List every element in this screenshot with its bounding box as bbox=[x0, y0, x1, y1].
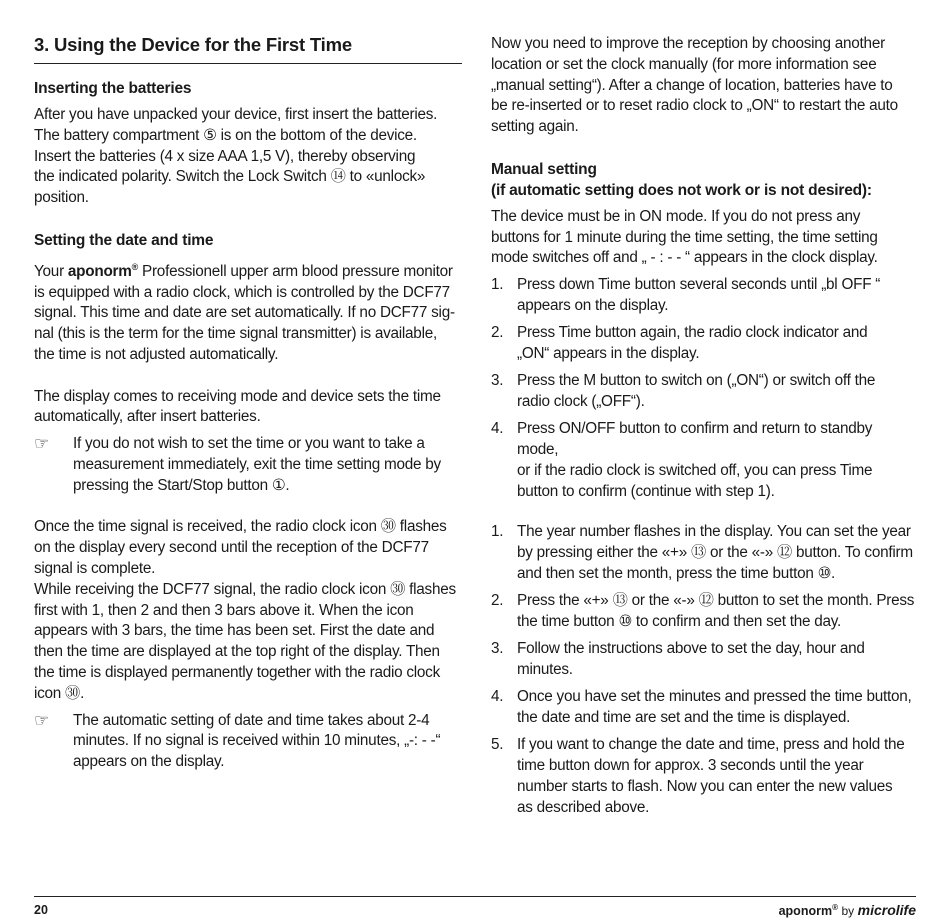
page-number: 20 bbox=[34, 903, 48, 917]
list-item: 2. Press Time button again, the radio clock indicator and „ON“ appears in the display. bbox=[491, 324, 868, 363]
right-column bbox=[491, 34, 916, 825]
paragraph-improve-reception: Now you need to improve the reception by choosing another location or set the clock manually (for more information see „manual setting“). After a change of location, batteries have to be re-inserted or to reset radio clock to „ON“ to restart the auto setting again. bbox=[491, 35, 898, 136]
list-item: 4. Press ON/OFF button to confirm and return to standby mode, or if the radio clock is switched off, you can press Time button to confirm (continue with step 1). bbox=[491, 420, 873, 500]
list-radio-clock-steps bbox=[491, 275, 916, 502]
footer-divider bbox=[34, 896, 916, 897]
heading-setting-date-time: Setting the date and time bbox=[34, 231, 214, 249]
list-date-time-steps bbox=[491, 522, 916, 818]
paragraph-receiving-mode: The display comes to receiving mode and device sets the time automatically, after insert batteries. bbox=[34, 387, 441, 426]
pointing-hand-icon: ☞ bbox=[34, 710, 49, 730]
section-title: 3. Using the Device for the First Time bbox=[34, 34, 462, 64]
list-item: 2. Press the «+» ⑬ or the «-» ⑫ button to set the month. Press the time button ⑩ to confirm and then set the day. bbox=[491, 592, 915, 630]
list-item: 3. Press the M button to switch on („ON“) or switch off the radio clock („OFF“). bbox=[491, 372, 876, 411]
list-item: 1. Press down Time button several seconds until „bl OFF “ appears on the display. bbox=[491, 276, 881, 314]
microlife-logo: microlife bbox=[857, 902, 916, 918]
heading-manual-setting: Manual setting (if automatic setting does not work or is not desired): bbox=[491, 160, 872, 199]
brand-name: aponorm bbox=[67, 262, 132, 280]
paragraph-time-signal: Once the time signal is received, the radio clock icon ㉚ flashes on the display every second until the reception of the DCF77 signal is complete. While receiving the DCF77 signal, the radio clock icon ㉚ flashes first with 1, then 2 and then 3 bars above it. When the icon appears with 3 bars, the time has been set. First the date and then the time are displayed at the top right of the display. Then the time is displayed permanently together with the radio clock icon ㉚. bbox=[34, 518, 456, 702]
paragraph-radio-clock: Your aponorm® Professionell upper arm blood pressure monitor is equipped with a radio clock, which is controlled by the DCF77 signal. This time and date are set automatically. If no DCF77 sig- nal (this is the term for the time signal transmitter) is available, the time is not adjusted automatically. bbox=[34, 261, 455, 364]
left-column bbox=[34, 34, 462, 773]
list-item: 1. The year number flashes in the display. You can set the year by pressing either the «+» ⑬ or the «-» ⑫ button. To confirm and then set the month, press the time button ⑩. bbox=[491, 523, 913, 582]
heading-inserting-batteries: Inserting the batteries bbox=[34, 80, 192, 97]
pointing-hand-icon: ☞ bbox=[34, 434, 49, 454]
paragraph-on-mode: The device must be in ON mode. If you do not press any buttons for 1 minute during the time setting, the time setting mode switches off and „ - : - - “ appears in the clock display. bbox=[491, 207, 878, 267]
list-item: 3. Follow the instructions above to set the day, hour and minutes. bbox=[491, 640, 865, 678]
footer-brand: aponorm® by microlife bbox=[778, 902, 916, 918]
note-automatic-setting: ☞ The automatic setting of date and time takes about 2-4 minutes. If no signal is received within 10 minutes, „-: - -“ appears on the display. bbox=[34, 711, 462, 773]
list-item: 4. Once you have set the minutes and pressed the time button, the date and time are set and the time is displayed. bbox=[491, 688, 912, 727]
paragraph-batteries: After you have unpacked your device, first insert the batteries. The battery compartment ⑤ is on the bottom of the device. Insert the batteries (4 x size AAA 1,5 V), thereby observing the indicated polarity. Switch the Lock Switch ⑭ to «unlock» position. bbox=[34, 106, 438, 207]
note-skip-time-setting: ☞ If you do not wish to set the time or you want to take a measurement immediately, exit the time setting mode by pressing the Start/Stop button ①. bbox=[34, 434, 462, 496]
list-item: 5. If you want to change the date and time, press and hold the time button down for approx. 3 seconds until the year number starts to flash. Now you can enter the new values as described above. bbox=[491, 736, 905, 816]
